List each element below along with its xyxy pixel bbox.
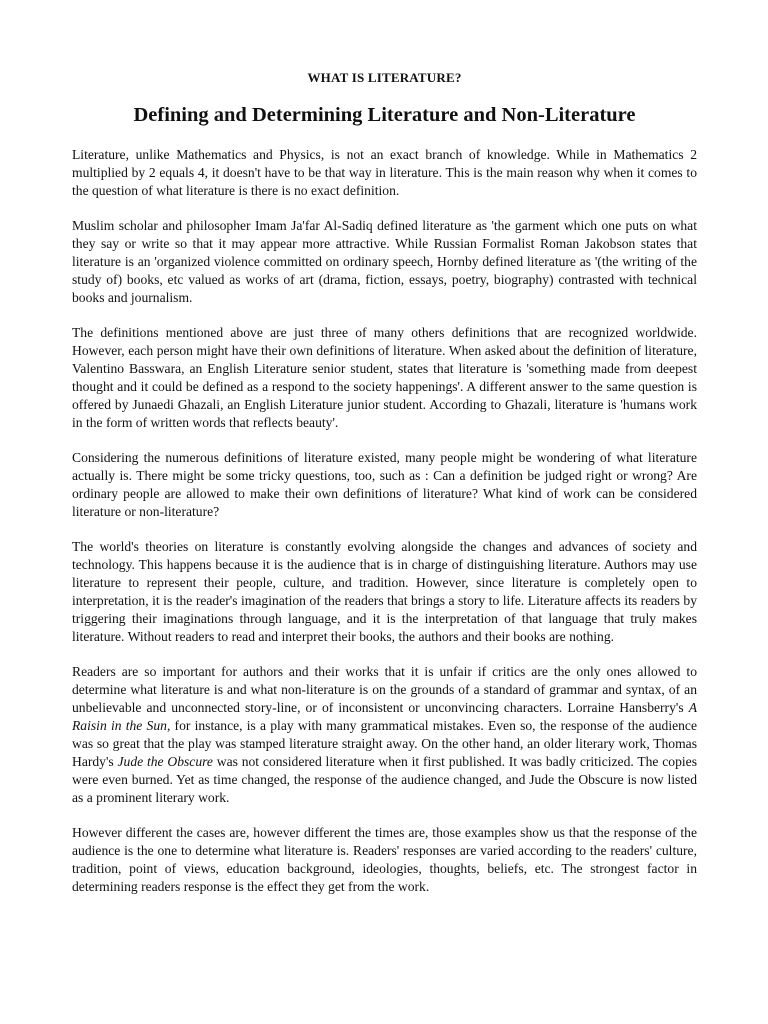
paragraph-6-text-1: Readers are so important for authors and their works that it is unfair if critics are the only ones allowed to determine what literature is and what non-literature is on the grounds of a standard of grammar and syntax, of an unbelievable and unconnected story-line, or of inconsistent or unconvincing characters. Lorraine Hansberry's (72, 663, 697, 715)
document-kicker: WHAT IS LITERATURE? (307, 70, 462, 85)
paragraph-6-text-2: , for instance, is a play with many grammatical mistakes. Even so, the response of the audience was so great that the play was stamped literature straight away. On the other hand, an older literary work, Thomas Hardy's (72, 717, 697, 769)
paragraph-5: The world's theories on literature is constantly evolving alongside the changes and advances of society and technology. This happens because it is the audience that is in charge of distinguishing literature. Authors may use literature to represent their people, culture, and tradition. However, since literature is completely open to interpretation, it is the reader's imagination of the readers that brings a story to life. Literature affects its readers by triggering their imaginations through language, and it is the interpretation of that language that truly makes literature. Without readers to read and interpret their books, the authors and their books are nothing. (72, 538, 697, 644)
paragraph-1: Literature, unlike Mathematics and Physics, is not an exact branch of knowledge. While in Mathematics 2 multiplied by 2 equals 4, it doesn't have to be that way in literature. This is the main reason why when it comes to the question of what literature is there is no exact definition. (72, 146, 697, 198)
document-title: Defining and Determining Literature and Non-Literature (133, 104, 636, 126)
paragraph-7: However different the cases are, however different the times are, those examples show us that the response of the audience is the one to determine what literature is. Readers' responses are varied according to the readers' culture, tradition, point of views, education background, ideologies, thoughts, beliefs, etc. The strongest factor in determining readers response is the effect they get from the work. (72, 824, 697, 894)
paragraph-2: Muslim scholar and philosopher Imam Ja'far Al-Sadiq defined literature as 'the garment which one puts on what they say or write so that it may appear more attractive. While Russian Formalist Roman Jakobson states that literature is an 'organized violence committed on ordinary speech, Hornby defined literature as '(the writing of the study of) books, etc valued as works of art (drama, fiction, essays, poetry, biography) contrasted with technical books and journalism. (72, 217, 697, 305)
paragraph-6-text-3: was not considered literature when it first published. It was badly criticized. The copies were even burned. Yet as time changed, the response of the audience changed, and Jude the Obscure is now listed as a prominent literary work. (72, 753, 697, 805)
paragraph-6 (72, 663, 697, 807)
paragraph-4: Considering the numerous definitions of literature existed, many people might be wondering of what literature actually is. There might be some tricky questions, too, such as : Can a definition be judged right or wrong? Are ordinary people are allowed to make their own definitions of literature? What kind of work can be considered literature or non-literature? (72, 449, 697, 519)
paragraph-3: The definitions mentioned above are just three of many others definitions that are recognized worldwide. However, each person might have their own definitions of literature. When asked about the definition of literature, Valentino Basswara, an English Literature senior student, states that literature is 'something made from deepest thought and it could be defined as a respond to the society happenings'. A different answer to the same question is offered by Junaedi Ghazali, an English Literature junior student. According to Ghazali, literature is 'humans work in the form of written words that reflects beauty'. (72, 324, 697, 430)
work-title-jude-the-obscure: Jude the Obscure (117, 753, 213, 769)
work-title-a-raisin-in-the-sun: A Raisin in the Sun (72, 699, 697, 733)
